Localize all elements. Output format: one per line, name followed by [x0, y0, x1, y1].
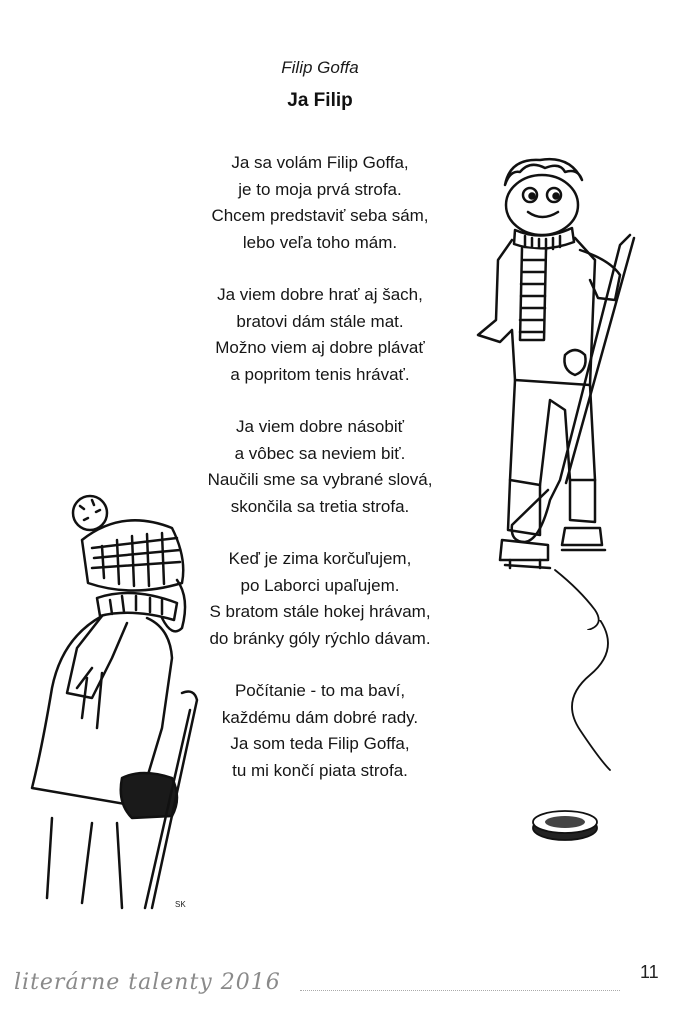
winter-kid-illustration	[22, 488, 222, 913]
poem-line: Naučili sme sa vybrané slová,	[207, 470, 433, 489]
poem-line: každému dám dobré rady.	[221, 707, 419, 727]
poem-line: tu mi končí piata strofa.	[232, 760, 408, 780]
poem-stanza-2	[170, 282, 470, 388]
puck-illustration	[520, 620, 640, 860]
poem-line: Ja viem dobre hrať aj šach,	[217, 285, 423, 304]
hockey-boy-illustration	[470, 150, 660, 630]
poem-line: skončila sa tretia strofa.	[230, 496, 410, 516]
footer-brand: literárne talenty 2016	[14, 970, 281, 995]
poem-line: Ja som teda Filip Goffa,	[230, 734, 410, 753]
footer-divider	[300, 990, 620, 991]
page-number: 11	[640, 962, 659, 982]
poem-line: a vôbec sa neviem biť.	[234, 443, 406, 463]
poem-title: Ja Filip	[287, 90, 353, 111]
poem-line: do bránky góly rýchlo dávam.	[209, 628, 431, 648]
poem-author: Filip Goffa	[281, 58, 359, 77]
poem-line: Ja sa volám Filip Goffa,	[231, 153, 409, 172]
poem-line: bratovi dám stále mat.	[236, 311, 404, 331]
artist-signature: SK	[175, 900, 186, 909]
poem-line: je to moja prvá strofa.	[238, 179, 402, 199]
poem-line: Možno viem aj dobre plávať	[215, 338, 425, 357]
poem-line: lebo veľa toho mám.	[242, 232, 398, 252]
poem-line: Ja viem dobre násobiť	[236, 417, 404, 436]
poem-line: Keď je zima korčuľujem,	[228, 549, 412, 568]
poem-line: S bratom stále hokej hrávam,	[209, 602, 431, 621]
poem-line: Chcem predstaviť seba sám,	[211, 206, 429, 225]
poem-line: Počítanie - to ma baví,	[234, 681, 406, 700]
poem-line: a popritom tenis hrávať.	[230, 364, 410, 384]
poem-stanza-1	[170, 150, 470, 256]
poem-line: po Laborci upaľujem.	[240, 575, 400, 595]
